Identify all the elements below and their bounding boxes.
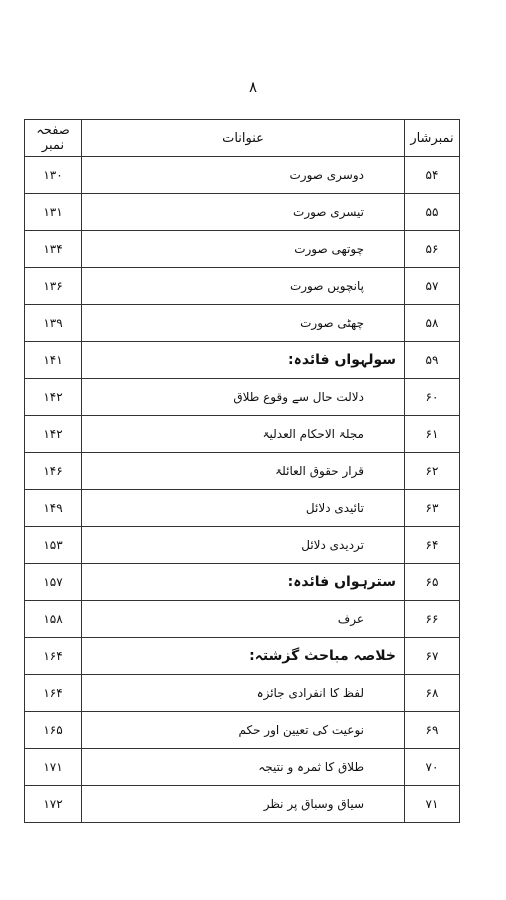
table-row <box>25 675 460 712</box>
row-title: تیسری صورت <box>82 194 405 231</box>
row-title: مجلۃ الاحکام العدلیۃ <box>82 416 405 453</box>
row-page-number: ۱۵۷ <box>25 564 82 601</box>
row-title: قرار حقوق العائلۃ <box>82 453 405 490</box>
row-page-number: ۱۳۱ <box>25 194 82 231</box>
row-title: چوتھی صورت <box>82 231 405 268</box>
row-section-heading: سترہواں فائدہ: <box>82 564 405 601</box>
row-page-number: ۱۴۲ <box>25 379 82 416</box>
table-body <box>25 157 460 823</box>
header-serial: نمبرشار <box>405 120 460 157</box>
table-row <box>25 490 460 527</box>
row-title: چھٹی صورت <box>82 305 405 342</box>
row-serial: ۷۱ <box>405 786 460 823</box>
row-page-number: ۱۳۹ <box>25 305 82 342</box>
row-serial: ۶۲ <box>405 453 460 490</box>
row-title: نوعیت کی تعیین اور حکم <box>82 712 405 749</box>
header-title: عنوانات <box>82 120 405 157</box>
row-serial: ۵۴ <box>405 157 460 194</box>
row-serial: ۶۴ <box>405 527 460 564</box>
row-serial: ۵۷ <box>405 268 460 305</box>
row-page-number: ۱۴۹ <box>25 490 82 527</box>
table-row <box>25 157 460 194</box>
row-title: لفظ کا انفرادی جائزہ <box>82 675 405 712</box>
row-title: پانچویں صورت <box>82 268 405 305</box>
row-page-number: ۱۷۲ <box>25 786 82 823</box>
row-page-number: ۱۵۳ <box>25 527 82 564</box>
row-serial: ۶۰ <box>405 379 460 416</box>
row-serial: ۶۵ <box>405 564 460 601</box>
row-serial: ۶۱ <box>405 416 460 453</box>
contents-table <box>24 119 460 823</box>
table-row <box>25 453 460 490</box>
row-title: عرف <box>82 601 405 638</box>
table-row <box>25 268 460 305</box>
table-row <box>25 342 460 379</box>
row-page-number: ۱۶۵ <box>25 712 82 749</box>
row-section-heading: سولہواں فائدہ: <box>82 342 405 379</box>
row-serial: ۶۷ <box>405 638 460 675</box>
row-serial: ۵۹ <box>405 342 460 379</box>
row-title: دلالت حال سے وقوع طلاق <box>82 379 405 416</box>
table-row <box>25 379 460 416</box>
row-page-number: ۱۴۱ <box>25 342 82 379</box>
table-row <box>25 601 460 638</box>
row-page-number: ۱۴۲ <box>25 416 82 453</box>
table-row <box>25 786 460 823</box>
row-serial: ۵۸ <box>405 305 460 342</box>
row-page-number: ۱۵۸ <box>25 601 82 638</box>
row-serial: ۶۶ <box>405 601 460 638</box>
row-serial: ۷۰ <box>405 749 460 786</box>
row-serial: ۵۶ <box>405 231 460 268</box>
table-row <box>25 194 460 231</box>
row-title: تردیدی دلائل <box>82 527 405 564</box>
row-title: دوسری صورت <box>82 157 405 194</box>
row-page-number: ۱۳۶ <box>25 268 82 305</box>
row-serial: ۶۳ <box>405 490 460 527</box>
table-row <box>25 305 460 342</box>
row-page-number: ۱۴۶ <box>25 453 82 490</box>
row-page-number: ۱۳۰ <box>25 157 82 194</box>
row-page-number: ۱۶۴ <box>25 675 82 712</box>
row-page-number: ۱۳۴ <box>25 231 82 268</box>
row-title: طلاق کا ثمرہ و نتیجہ <box>82 749 405 786</box>
row-serial: ۶۸ <box>405 675 460 712</box>
table-row <box>25 527 460 564</box>
table-row <box>25 712 460 749</box>
row-title: سیاق وسباق پر نظر <box>82 786 405 823</box>
row-serial: ۵۵ <box>405 194 460 231</box>
table-row <box>25 749 460 786</box>
table-row <box>25 231 460 268</box>
table-row <box>25 638 460 675</box>
row-section-heading: خلاصہ مباحث گزشتہ: <box>82 638 405 675</box>
table-row <box>25 564 460 601</box>
page-number: ۸ <box>248 78 258 96</box>
table-header-row <box>25 120 460 157</box>
row-page-number: ۱۶۴ <box>25 638 82 675</box>
row-serial: ۶۹ <box>405 712 460 749</box>
row-title: تائیدی دلائل <box>82 490 405 527</box>
row-page-number: ۱۷۱ <box>25 749 82 786</box>
table-row <box>25 416 460 453</box>
header-page: صفحہ نمبر <box>25 120 82 157</box>
